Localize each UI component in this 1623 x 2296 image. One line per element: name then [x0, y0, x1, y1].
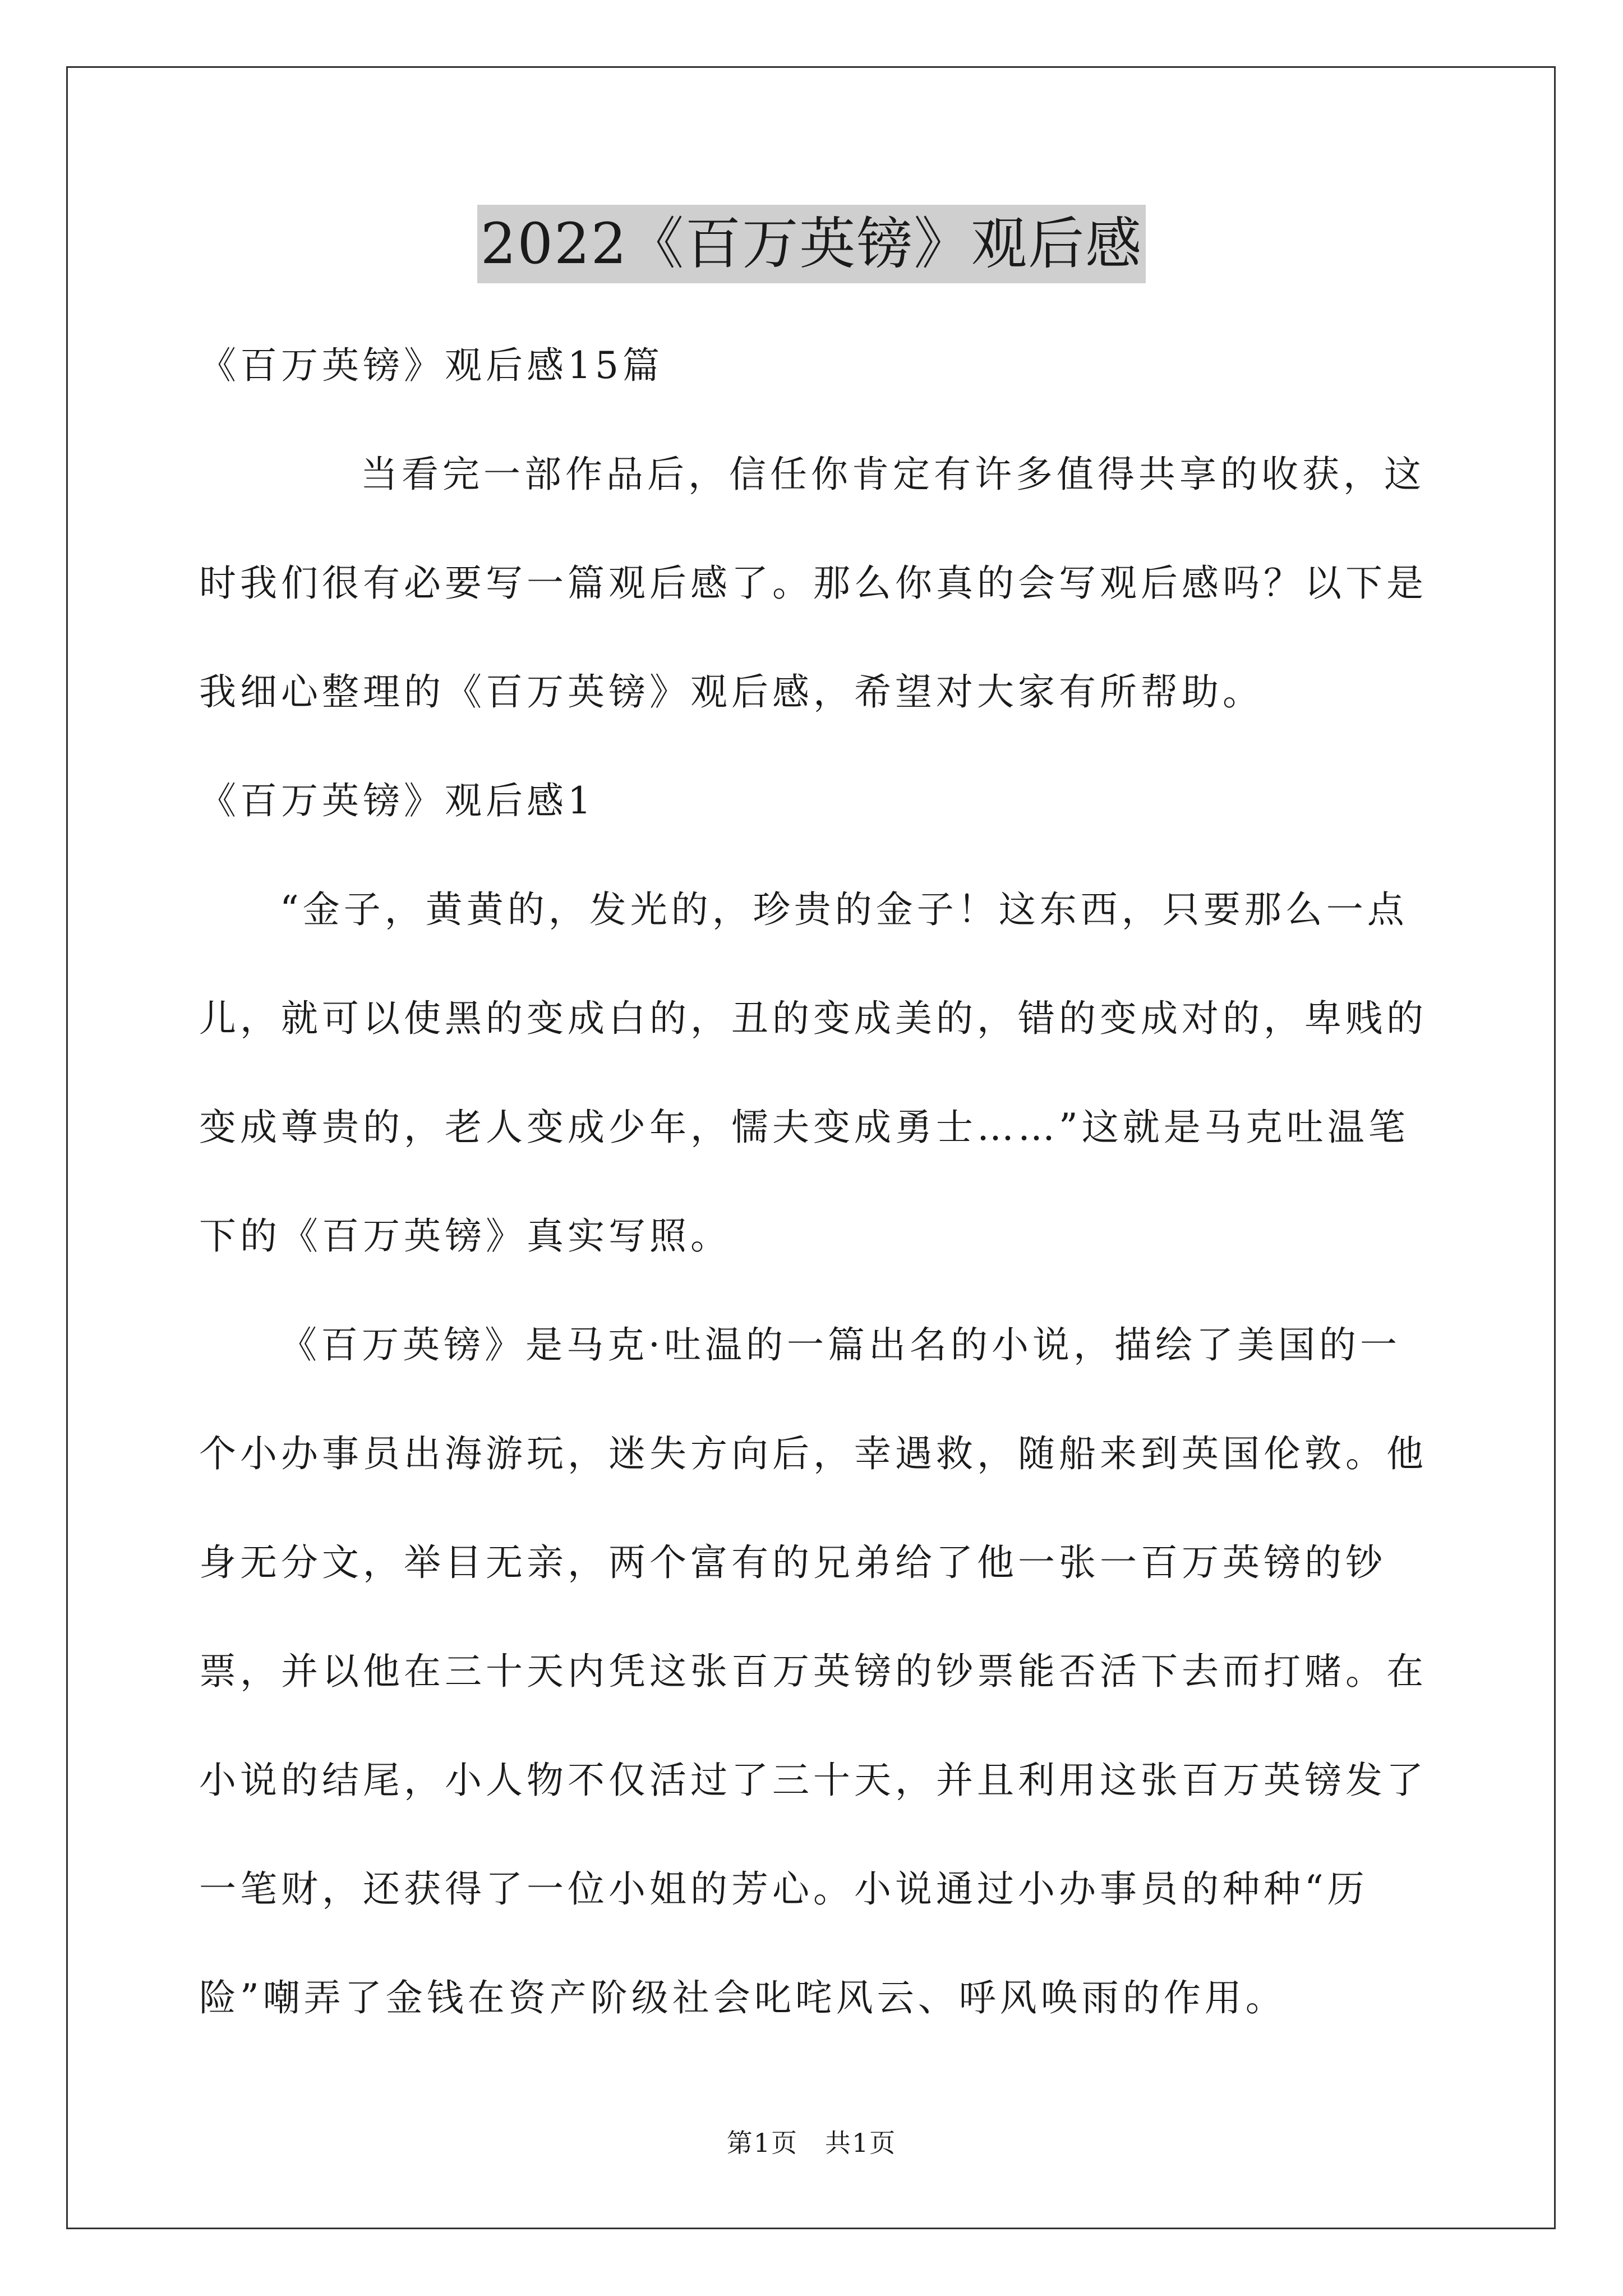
body-paragraph: “金子，黄黄的，发光的，珍贵的金子！这东西，只要那么一点儿，就可以使黑的变成白的，丑的变成美的，错的变成对的，卑贱的变成尊贵的，老人变成少年，懦夫变成勇士……”这就是马克吐温笔下的《百万英镑》真实写照。	[199, 888, 1427, 1258]
document-title: 2022《百万英镑》观后感	[477, 205, 1146, 283]
document-subtitle: 《百万英镑》观后感15篇	[199, 344, 663, 387]
intro-paragraph: 当看完一部作品后，信任你肯定有许多值得共享的收获，这时我们很有必要写一篇观后感了。那么你真的会写观后感吗？以下是我细心整理的《百万英镑》观后感，希望对大家有所帮助。	[199, 453, 1427, 714]
page-total: 共1页	[825, 2128, 897, 2158]
document-body	[199, 311, 1427, 2053]
page-number: 第1页	[726, 2128, 798, 2158]
section-heading: 《百万英镑》观后感1	[199, 779, 595, 822]
title-container	[0, 205, 1623, 283]
body-paragraph: 《百万英镑》是马克·吐温的一篇出名的小说，描绘了美国的一个小办事员出海游玩，迷失方向后，幸遇救，随船来到英国伦敦。他身无分文，举目无亲，两个富有的兄弟给了他一张一百万英镑的钞票，并以他在三十天内凭这张百万英镑的钞票能否活下去而打赌。在小说的结尾，小人物不仅活过了三十天，并且利用这张百万英镑发了一笔财，还获得了一位小姐的芳心。小说通过小办事员的种种“历险”嘲弄了金钱在资产阶级社会叱咤风云、呼风唤雨的作用。	[199, 1323, 1427, 2019]
page-footer	[0, 2126, 1623, 2160]
